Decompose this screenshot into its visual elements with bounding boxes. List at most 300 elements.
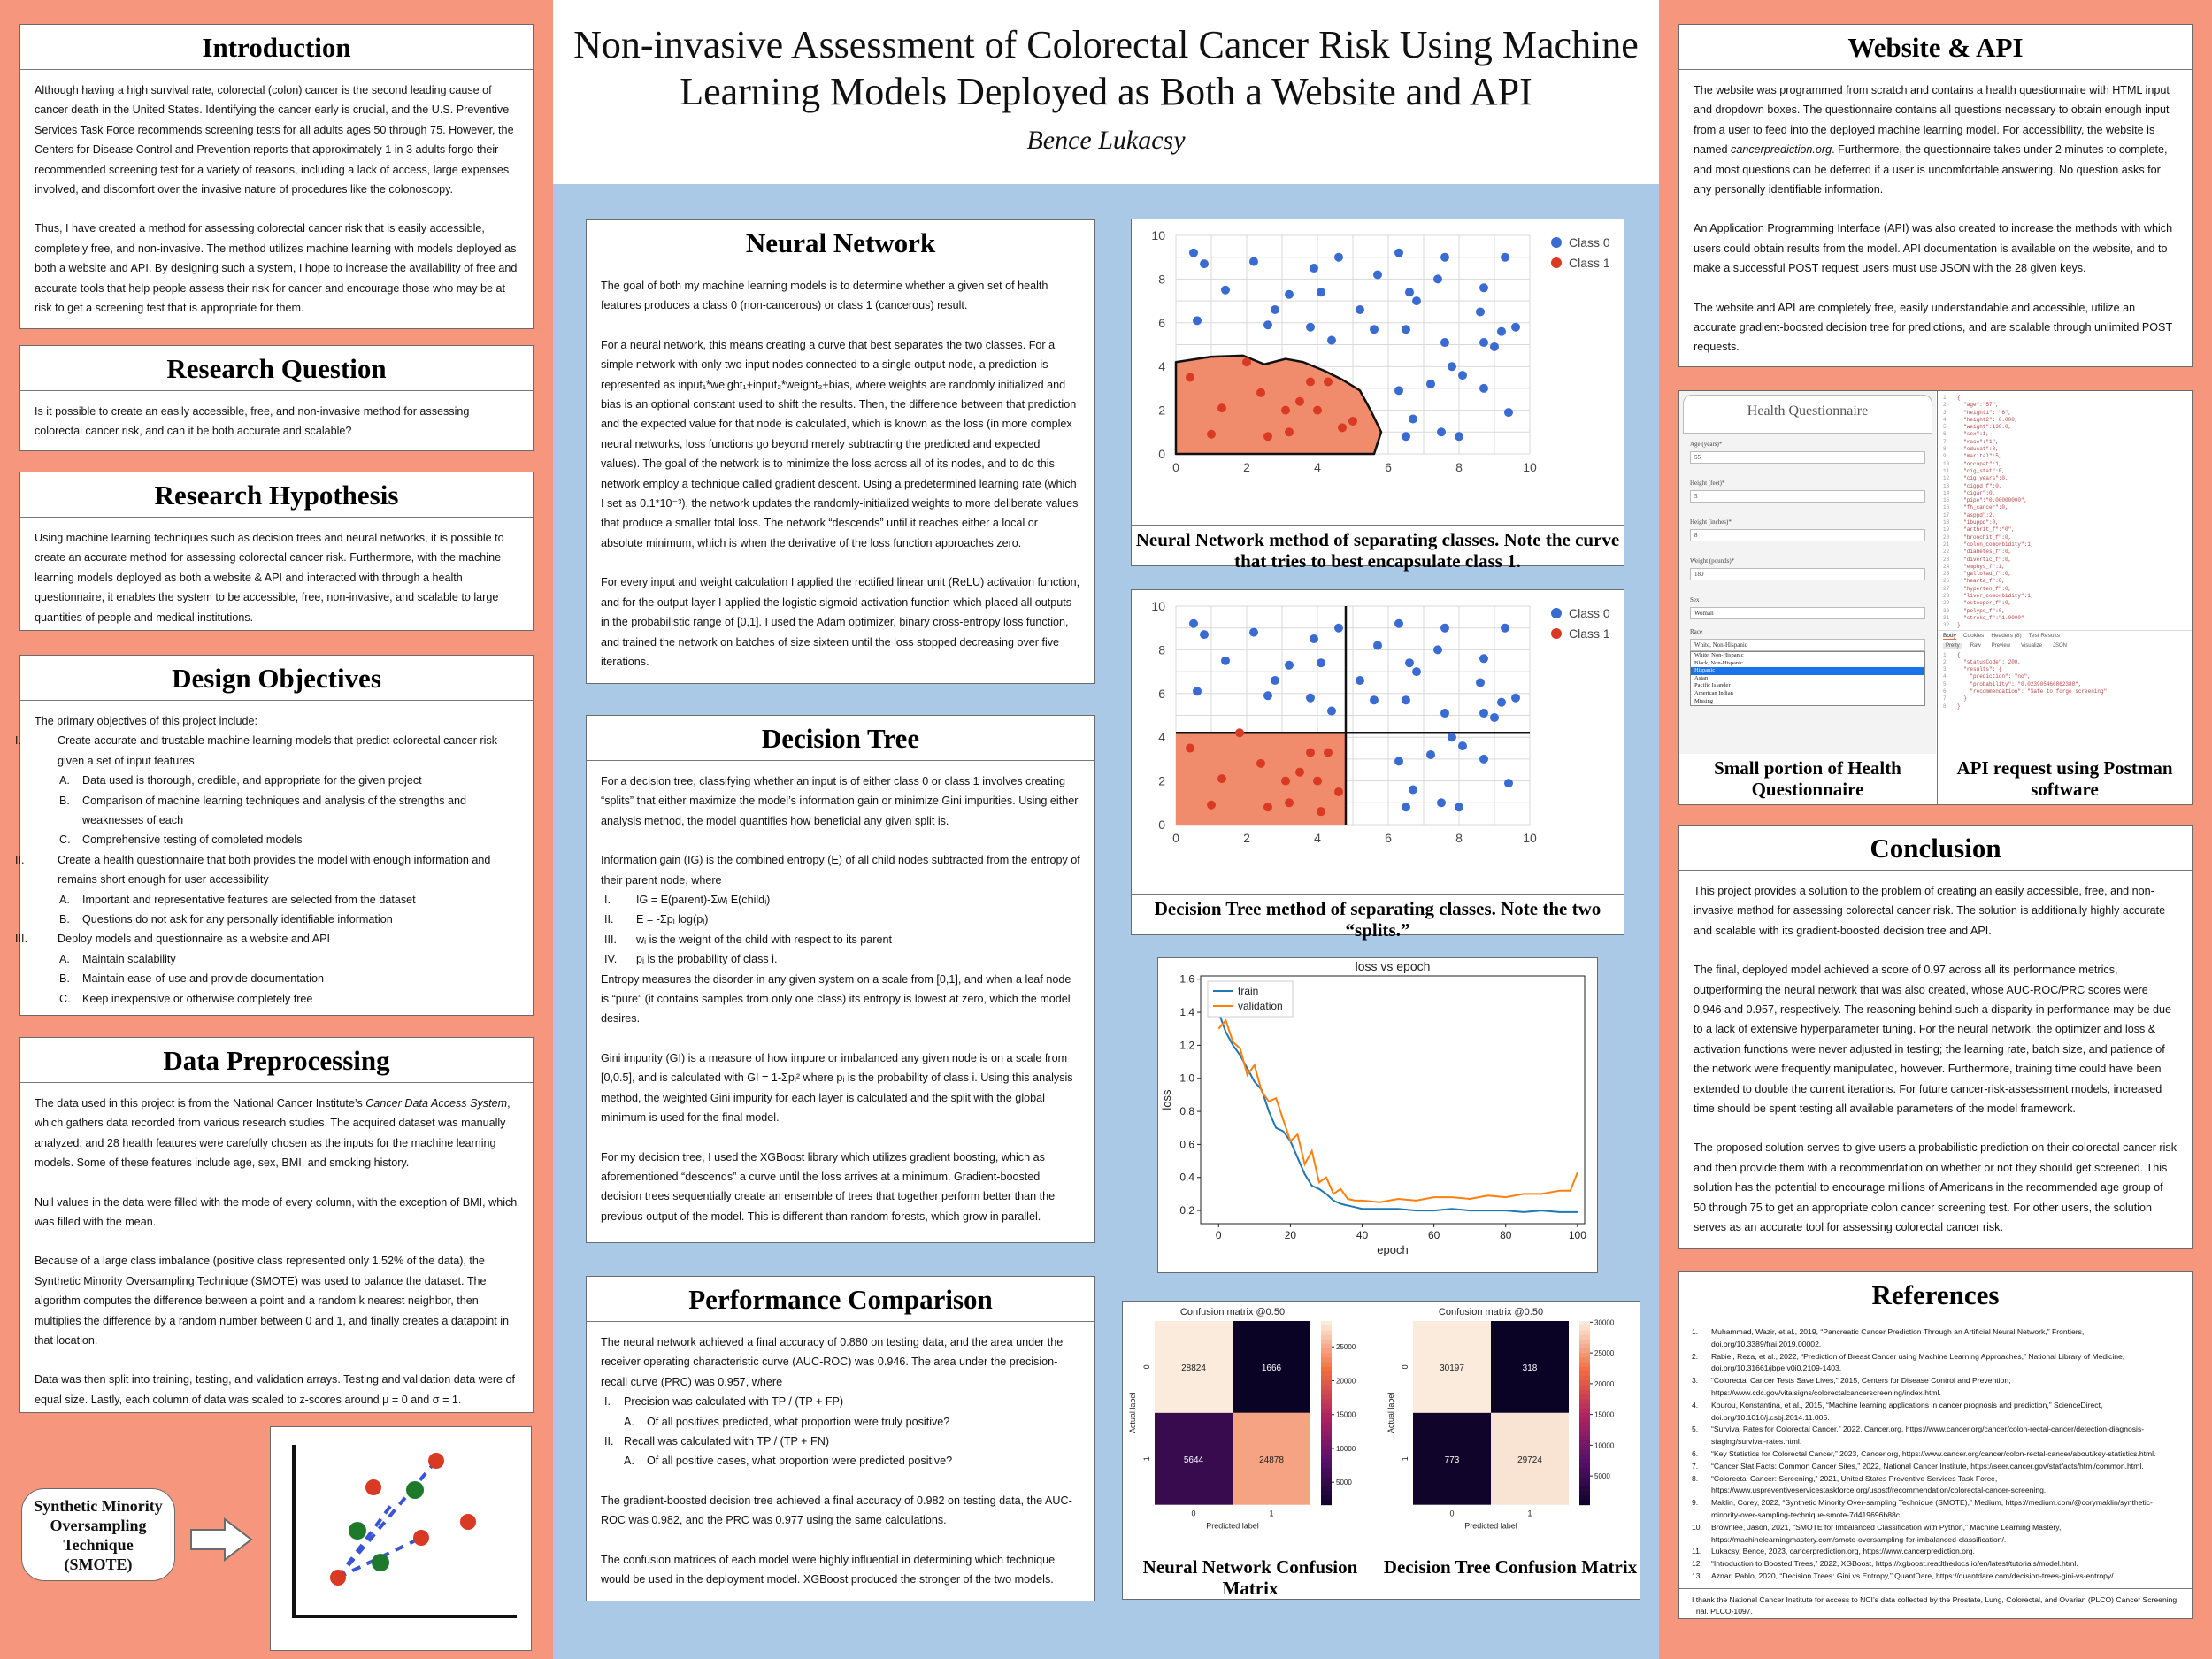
design-objective-subtext: Important and representative features are selected from the dataset	[82, 893, 416, 906]
code-text: {	[1957, 395, 1961, 401]
colorbar-segment	[1579, 1353, 1590, 1358]
reference-item	[1692, 1400, 2179, 1425]
questionnaire-field	[1690, 518, 1925, 541]
cm-value: 1666	[1261, 1363, 1282, 1373]
cm-x-tick: 0	[1191, 1509, 1196, 1518]
questionnaire-field-label: Sex	[1690, 596, 1700, 603]
colorbar-tick-label: 20000	[1594, 1379, 1615, 1388]
race-dropdown-options	[1690, 651, 1925, 706]
race-option[interactable]: Asian	[1694, 674, 1709, 681]
questionnaire-input[interactable]: 55	[1690, 451, 1925, 464]
class0-point	[1327, 336, 1336, 345]
colorbar-segment	[1579, 1358, 1590, 1363]
performance-panel	[586, 1276, 1095, 1601]
smote-diagram	[271, 1427, 533, 1652]
formula-text: E = -Σpᵢ log(pᵢ)	[636, 913, 709, 926]
line-number: 17	[1943, 511, 1950, 518]
x-tick-label: 10	[1523, 460, 1537, 474]
code-line	[1943, 600, 2186, 607]
nn-scatter-figure	[1131, 219, 1624, 572]
code-text: "arthrit_f":"0",	[1957, 526, 2015, 534]
introduction-panel	[19, 24, 534, 329]
colorbar-segment	[1321, 1409, 1332, 1414]
design-objectives-heading: Design Objectives	[20, 656, 533, 701]
smote-arrow-icon	[188, 1516, 255, 1563]
colorbar-segment	[1321, 1367, 1332, 1372]
reference-number: 13.	[1692, 1571, 1702, 1580]
class0-point	[1310, 634, 1318, 643]
colorbar-segment	[1579, 1491, 1590, 1496]
class0-point	[1402, 325, 1410, 334]
y-tick-label: 10	[1151, 228, 1165, 242]
screenshots-figure	[1678, 390, 2193, 805]
reference-number: 11.	[1692, 1547, 1702, 1556]
y-tick-label: 1.2	[1179, 1039, 1194, 1052]
formula-item	[601, 910, 1080, 929]
loss-chart-figure	[1157, 957, 1598, 1273]
design-objective-subitem	[35, 771, 518, 790]
class0-point	[1440, 338, 1449, 347]
x-tick-label: 10	[1523, 831, 1537, 845]
colorbar-segment	[1321, 1376, 1332, 1381]
code-line	[1943, 431, 2186, 438]
reference-text: “Colorectal Cancer: Screening,” 2021, United States Preventive Services Task Force, https://www.uspreventiveservicestaskforce.org/uspstf/recommendation/colorectal-cancer-screening.	[1711, 1473, 2047, 1495]
class0-point	[1490, 713, 1499, 722]
colorbar-segment	[1321, 1436, 1332, 1441]
design-objectives-panel	[15, 655, 534, 1016]
x-tick-label: 20	[1284, 1229, 1297, 1241]
acknowledgment: I thank the National Cancer Institute for access to NCI’s data collected by the Prostate, Lung, Colorectal, and Ovarian (PLCO) Cancer Screening Trial. PLCO-1097.	[1679, 1588, 2192, 1623]
reference-number: 4.	[1692, 1400, 1699, 1409]
reference-number: 12.	[1692, 1559, 1702, 1569]
colorbar-segment	[1321, 1344, 1332, 1349]
class0-point	[1317, 658, 1325, 667]
code-text: }	[1957, 703, 1961, 710]
code-line	[1943, 395, 2186, 402]
design-objective-sublist	[58, 890, 518, 930]
x-tick-label: 2	[1243, 831, 1250, 845]
line-number: 8	[1943, 703, 1947, 710]
code-line	[1943, 424, 2186, 431]
colorbar-segment	[1321, 1478, 1332, 1483]
code-text: "colon_comorbidity":1,	[1957, 541, 2034, 548]
legend-label-class1: Class 1	[1569, 256, 1610, 270]
class1-point	[1313, 777, 1322, 786]
y-tick-label: 0.4	[1179, 1171, 1194, 1184]
x-tick-label: 6	[1385, 831, 1392, 845]
reference-item	[1692, 1571, 2179, 1583]
x-tick-label: 60	[1427, 1229, 1440, 1241]
reference-item	[1692, 1558, 2179, 1571]
colorbar-segment	[1579, 1409, 1590, 1414]
code-line	[1943, 460, 2186, 468]
class0-point	[1479, 283, 1488, 292]
y-tick-label: 0.2	[1179, 1204, 1194, 1217]
colorbar-segment	[1321, 1495, 1332, 1501]
class0-point	[1285, 661, 1294, 670]
code-line	[1943, 703, 2186, 710]
postman-response-body	[1938, 650, 2192, 710]
postman-view-tab[interactable]: Visualize	[2021, 642, 2042, 649]
race-option[interactable]: Pacific Islander	[1694, 682, 1731, 689]
postman-view-tab[interactable]: Preview	[1991, 642, 2011, 649]
wa-p1-end: . Furthermore, the questionnaire takes under 2 minutes to complete, and most questions can be deferred if a user is uncomfortable answering. No question asks for any personally identifiable information.	[1694, 143, 2168, 196]
code-text: "divertic_f":0,	[1957, 556, 2012, 563]
class1-point	[1285, 798, 1294, 807]
reference-number: 1.	[1692, 1327, 1699, 1336]
colorbar-segment	[1321, 1386, 1332, 1391]
x-tick-label: 80	[1500, 1229, 1512, 1241]
class0-point	[1394, 249, 1403, 257]
dp-p1-end: , which gathers data recorded from various research studies. The acquired dataset was manually analyzed, and 28 health features were carefully chosen as the inputs for the machine learning models. Some of these features include age, sex, BMI, and smoking history.	[35, 1097, 511, 1170]
formula-item	[601, 949, 1080, 969]
class0-point	[1490, 342, 1499, 351]
postman-view-tab[interactable]: Raw	[1970, 642, 1981, 649]
class1-point	[1306, 377, 1315, 386]
reference-item	[1692, 1497, 2179, 1522]
cm-value: 318	[1522, 1363, 1538, 1373]
list-marker: A.	[624, 1415, 634, 1428]
code-text: "height2": 0.000,	[1957, 416, 2018, 423]
reference-item	[1692, 1424, 2179, 1448]
list-marker: C.	[59, 992, 71, 1005]
race-option[interactable]: Black, Non-Hispanic	[1694, 659, 1743, 666]
code-text: "liver_comorbidity":1,	[1957, 593, 2034, 600]
colorbar-segment	[1579, 1449, 1590, 1455]
colorbar-segment	[1321, 1500, 1332, 1505]
poster-title-block	[553, 0, 1659, 184]
y-tick-label: 4	[1158, 359, 1165, 374]
decision-tree-paragraph-3: Entropy measures the disorder in any given system on a scale from [0,1], and when a leaf node is “pure” (it contains samples from only one class) its entropy is lowest at zero, which the model desires.	[601, 972, 1071, 1025]
neural-network-paragraph-3: For every input and weight calculation I applied the rectified linear unit (ReLU) activation function, and for the output layer I applied the logistic sigmoid activation function which placed all outputs in the probabilistic range of [0,1]. I used the Adam optimizer, binary cross-entropy loss function, and trained the network on batches of size sixteen until the loss stopped decreasing over five iterations.	[601, 576, 1080, 668]
dt-cm-caption: Decision Tree Confusion Matrix	[1383, 1556, 1638, 1578]
cm-value: 773	[1444, 1455, 1460, 1465]
reference-number: 6.	[1692, 1448, 1699, 1458]
line-number: 9	[1943, 453, 1947, 460]
y-tick-label: 8	[1158, 272, 1165, 287]
postman-view-tab[interactable]: JSON	[2052, 642, 2067, 649]
class1-point	[1324, 377, 1333, 386]
code-line	[1943, 497, 2186, 504]
design-objective-subitem	[35, 969, 518, 988]
legend-marker-class1	[1551, 628, 1562, 639]
decision-tree-paragraph-5: For my decision tree, I used the XGBoost library which utilizes gradient boosting, which as aforementioned “descends” a curve until the loss arrives at a minimum. Gradient-boosted decision trees sequentially create an ensemble of trees that together perform better than the previous output of the model. This is different than random forests, which grow in parallel.	[601, 1150, 1056, 1223]
legend-marker-class0	[1551, 237, 1562, 248]
references-heading: References	[1679, 1272, 2192, 1317]
colorbar-segment	[1321, 1449, 1332, 1455]
postman-tab[interactable]: Cookies	[1962, 632, 1985, 639]
dt-scatter-figure	[1131, 589, 1624, 941]
class0-point	[1448, 733, 1456, 741]
class1-point	[1324, 748, 1333, 757]
list-marker: A.	[59, 893, 70, 906]
conclusion-paragraph-1: This project provides a solution to the problem of creating an easily accessible, free, and non-invasive method for assessing colorectal cancer risk. The solution is additionally highly accurate and scalable with its gradient-boosted decision tree and API.	[1694, 885, 2166, 937]
class0-point	[1455, 803, 1463, 811]
class0-point	[1497, 327, 1506, 336]
design-objective-text: Create accurate and trustable machine learning models that predict colorectal cancer risk given a set of input features	[58, 734, 498, 767]
references-panel	[1678, 1271, 2193, 1619]
colorbar-segment	[1321, 1455, 1332, 1460]
data-preprocessing-heading: Data Preprocessing	[20, 1038, 533, 1083]
code-line	[1943, 453, 2186, 460]
design-objective-subitem	[35, 791, 518, 831]
class0-point	[1412, 296, 1421, 305]
questionnaire-field	[1690, 557, 1925, 580]
formula-item	[601, 890, 1080, 910]
line-number: 18	[1943, 519, 1950, 526]
performance-heading: Performance Comparison	[587, 1277, 1094, 1322]
y-tick-label: 0.6	[1179, 1138, 1194, 1151]
formula-item	[601, 930, 1080, 949]
x-tick-label: 4	[1314, 460, 1321, 474]
code-line	[1943, 658, 2186, 666]
research-hypothesis-panel	[19, 472, 534, 631]
cm-value: 30197	[1440, 1363, 1464, 1373]
class0-point	[1221, 286, 1230, 295]
poster-author: Bence Lukacsy	[1026, 126, 1186, 155]
x-tick-label: 100	[1568, 1229, 1586, 1241]
code-line	[1943, 541, 2186, 549]
code-text: "marital":5,	[1957, 453, 2002, 460]
reference-text: Lukacsy, Bence, 2023, cancerprediction.org, https://www.cancerprediction.org.	[1711, 1547, 1975, 1556]
colorbar-segment	[1579, 1417, 1590, 1423]
postman-view-tab[interactable]: Pretty	[1943, 643, 1962, 649]
class0-point	[1310, 264, 1318, 273]
class1-point	[1256, 759, 1265, 768]
questionnaire-title: Health Questionnaire	[1683, 395, 1932, 434]
race-select[interactable]: White, Non-Hispanic	[1690, 639, 1925, 651]
class0-point	[1356, 305, 1364, 314]
data-preprocessing-paragraph-4: Data was then split into training, testing, and validation arrays. Testing and validation data were of equal size. Lastly, each column of data was scaled to z-scores around μ = 0 and σ = 1.	[35, 1373, 516, 1406]
design-objectives-list	[15, 731, 518, 1009]
class0-point	[1405, 658, 1414, 667]
class0-point	[1271, 305, 1279, 314]
code-line	[1943, 534, 2186, 541]
code-line	[1943, 438, 2186, 446]
class1-point	[1235, 728, 1244, 737]
colorbar-segment	[1579, 1394, 1590, 1400]
cm-x-tick: 1	[1269, 1509, 1274, 1518]
colorbar-segment	[1321, 1445, 1332, 1450]
performance-item	[601, 1392, 1080, 1432]
x-tick-label: 0	[1172, 831, 1179, 845]
class1-point	[1317, 807, 1325, 816]
race-option[interactable]: American Indian	[1694, 689, 1733, 696]
postman-tab[interactable]: Body	[1943, 632, 1956, 639]
line-number: 5	[1943, 680, 1947, 687]
class1-region	[1176, 356, 1381, 454]
line-number: 27	[1943, 585, 1950, 592]
code-line	[1943, 607, 2186, 615]
class0-point	[1433, 274, 1442, 283]
class0-point	[1437, 427, 1446, 436]
colorbar-tick-label: 5000	[1594, 1472, 1610, 1481]
sex-select[interactable]: Woman	[1690, 607, 1925, 619]
performance-subitem	[624, 1451, 1080, 1471]
poster-title-line-2: Learning Models Deployed as Both a Website and API	[680, 70, 1532, 113]
colorbar-segment	[1579, 1482, 1590, 1487]
class0-point	[1504, 779, 1513, 787]
class0-point	[1200, 630, 1209, 639]
introduction-paragraph-1: Although having a high survival rate, colorectal (colon) cancer is the second leading cause of cancer death in the United States. Identifying the cancer early is crucial, and the U.S. Preventive Services Task Force recommends screening tests for all adults ages 50 through 75. However, the Centers for Disease Control and Prevention reports that approximately 1 in 3 adults forgo their recommended screening test for a variety of reasons, including a lack of access, large expenses involved, and discomfort over the invasive nature of procedures like the colonoscopy.	[35, 84, 514, 196]
race-option[interactable]: Missing	[1694, 697, 1713, 704]
website-api-heading: Website & API	[1679, 25, 2192, 70]
colorbar-segment	[1321, 1394, 1332, 1400]
questionnaire-screenshot	[1679, 391, 1936, 754]
colorbar-segment	[1579, 1371, 1590, 1377]
class0-point	[1334, 253, 1343, 262]
colorbar-segment	[1321, 1459, 1332, 1464]
code-line	[1943, 651, 2186, 659]
questionnaire-field	[1690, 441, 1925, 464]
reference-item	[1692, 1326, 2179, 1351]
line-number: 6	[1943, 431, 1947, 438]
code-text: "age":"57",	[1957, 402, 1999, 409]
y-tick-label: 1.4	[1179, 1006, 1194, 1019]
code-text: "bronchit_f":0,	[1957, 534, 2012, 541]
code-text: "pipe":"0.00000000",	[1957, 497, 2028, 504]
smote-point	[365, 1479, 381, 1495]
list-marker: A.	[624, 1455, 634, 1468]
legend-marker-class1	[1551, 257, 1562, 268]
cm-x-tick: 1	[1527, 1509, 1532, 1518]
design-objective-item	[12, 731, 518, 849]
code-line	[1943, 526, 2186, 534]
decision-tree-paragraph-1: For a decision tree, classifying whether an input is of either class 0 or class 1 involves creating “splits” that either maximize the model’s information gain or minimize Gini impurities. Using either analysis method, the model quantifies how beneficial any given split is.	[601, 775, 1079, 827]
list-marker: II.	[604, 1435, 614, 1448]
line-number: 26	[1943, 578, 1950, 585]
code-line	[1943, 475, 2186, 482]
class1-point	[1338, 423, 1347, 432]
y-tick-label: 0	[1158, 818, 1165, 832]
class0-point	[1327, 707, 1336, 716]
smote-synthetic-point	[372, 1554, 389, 1571]
list-marker: A.	[59, 774, 70, 787]
class0-point	[1479, 384, 1488, 393]
confusion-matrices-figure	[1122, 1301, 1640, 1600]
postman-tab[interactable]: Headers (8)	[1991, 632, 2022, 639]
code-text: "fh_cancer":0,	[1957, 504, 2008, 511]
wa-p1-site: cancerprediction.org	[1731, 143, 1832, 157]
reference-text: Maklin, Corey, 2022, “Synthetic Minority Over-sampling Technique (SMOTE),” Medium, https://medium.com/@corymaklin/synthetic-minority-over-sampling-technique-smote-7d419696b88c.	[1711, 1498, 2153, 1519]
cm-y-tick: 1	[1401, 1456, 1409, 1462]
questionnaire-input[interactable]: 8	[1690, 529, 1925, 541]
website-api-paragraph-2: An Application Programming Interface (API) was also created to increase the methods with which users could obtain results from the model. API documentation is available on the website, and to make a successful POST request users must use JSON with the 28 given keys.	[1694, 222, 2173, 275]
questionnaire-input[interactable]: 180	[1690, 568, 1925, 580]
class0-point	[1479, 755, 1488, 764]
code-line	[1943, 680, 2186, 688]
race-option[interactable]: White, Non-Hispanic	[1694, 652, 1744, 658]
class0-point	[1271, 676, 1279, 685]
colorbar-segment	[1579, 1390, 1590, 1395]
y-tick-label: 2	[1158, 403, 1165, 418]
poster-title	[553, 21, 1659, 115]
code-line	[1943, 409, 2186, 417]
code-line	[1943, 571, 2186, 578]
list-marker: B.	[59, 972, 70, 986]
colorbar-segment	[1579, 1472, 1590, 1478]
line-number: 30	[1943, 607, 1950, 614]
class1-point	[1217, 403, 1226, 412]
reference-number: 9.	[1692, 1498, 1699, 1508]
class0-point	[1405, 288, 1414, 296]
class1-point	[1295, 397, 1304, 406]
code-line	[1943, 578, 2186, 585]
class0-point	[1373, 641, 1382, 649]
class0-point	[1200, 259, 1209, 268]
colorbar-segment	[1321, 1358, 1332, 1363]
formula-text: pᵢ is the probability of class i.	[636, 953, 778, 966]
class1-point	[1186, 373, 1194, 382]
code-text: "prediction": "no",	[1957, 673, 2031, 680]
line-number: 6	[1943, 687, 1947, 695]
data-preprocessing-paragraph-1	[35, 1094, 518, 1173]
reference-text: Rabiei, Reza, et al., 2022, “Prediction of Breast Cancer using Machine Learning Approaches,” National Library of Medicine, doi.org/10.31661/jbpe.v0i0.2109-1403.	[1711, 1351, 2125, 1373]
class1-point	[1263, 803, 1272, 811]
class0-point	[1479, 709, 1488, 718]
cm-value: 28824	[1181, 1363, 1206, 1373]
colorbar-segment	[1579, 1468, 1590, 1473]
decision-tree-heading: Decision Tree	[587, 716, 1094, 761]
class1-point	[1256, 388, 1265, 397]
class0-point	[1394, 757, 1403, 765]
class0-point	[1306, 694, 1315, 703]
class1-point	[1334, 787, 1343, 796]
questionnaire-input[interactable]: 5	[1690, 490, 1925, 503]
class0-point	[1412, 667, 1421, 676]
code-line	[1943, 614, 2186, 622]
line-number: 23	[1943, 556, 1950, 563]
code-text: "recommendation": "Safe to forgo screening"	[1957, 687, 2108, 695]
colorbar-segment	[1579, 1399, 1590, 1404]
design-objectives-intro: The primary objectives of this project include:	[35, 715, 257, 727]
cm-value: 24878	[1259, 1455, 1284, 1465]
introduction-paragraph-2: Thus, I have created a method for assessing colorectal cancer risk that is easily accessible, completely free, and non-invasive. The method utilizes machine learning with models deployed as both a website and API. By designing such a system, I hope to increase the availability of free and accurate tools that help people assess their risk for cancer and encourage those who may be at risk to get a screening test that is appropriate for them.	[35, 222, 518, 315]
colorbar-segment	[1579, 1363, 1590, 1368]
code-line	[1943, 673, 2186, 680]
performance-item	[601, 1432, 1080, 1471]
design-objective-item	[12, 929, 518, 1009]
design-objective-sublist	[58, 949, 518, 1009]
line-number: 32	[1943, 622, 1950, 629]
website-api-paragraph-3: The website and API are completely free, easily understandable and accessible, utilize an accurate gradient-boosted decision tree for predictions, and are scalable through unlimited POST requests.	[1694, 301, 2172, 354]
colorbar-segment	[1579, 1432, 1590, 1437]
code-text: "polyps_f":0,	[1957, 607, 2006, 614]
data-preprocessing-paragraph-3: Because of a large class imbalance (positive class represented only 1.52% of the data), the Synthetic Minority Oversampling Technique (SMOTE) was used to balance the dataset. The algorithm computes the difference between a point and a random k nearest neighbor, then multiplies the difference by a random number between 0 and 1, and finally creates a datapoint in that location.	[35, 1255, 510, 1348]
conclusion-paragraph-3: The proposed solution serves to give users a probabilistic prediction on their colorectal cancer risk and then provide them with a recommendation on whether or not they should get screened. This solution has the potential to encourage millions of Americans in the recommended age group of 50 through 75 to get an appropriate colon cancer screening test. For other users, the solution serves as an accurate tool for assessing colorectal cancer risk.	[1694, 1141, 2177, 1234]
code-line	[1943, 504, 2186, 511]
list-marker: III.	[604, 933, 617, 946]
code-line	[1943, 695, 2186, 703]
legend-marker-class0	[1551, 608, 1562, 618]
postman-tab[interactable]: Test Results	[2028, 632, 2061, 639]
x-tick-label: 6	[1385, 460, 1392, 474]
reference-number: 2.	[1692, 1351, 1699, 1361]
race-option[interactable]: Hispanic	[1691, 667, 1924, 675]
code-text: "sex":1,	[1957, 431, 1990, 438]
colorbar-segment	[1321, 1321, 1332, 1326]
class0-point	[1501, 624, 1509, 633]
class0-point	[1426, 750, 1435, 759]
design-objective-subtext: Comparison of machine learning techniques and analysis of the strengths and weaknesses of each	[82, 794, 467, 827]
poster-title-line-1: Non-invasive Assessment of Colorectal Cancer Risk Using Machine	[573, 23, 1639, 66]
line-number: 2	[1943, 402, 1947, 409]
code-text: "probability": "0.023905466862388",	[1957, 680, 2082, 687]
cm-x-label: Predicted label	[1464, 1521, 1517, 1531]
cm-title: Confusion matrix @0.50	[1179, 1307, 1286, 1317]
y-tick-label: 4	[1158, 730, 1165, 745]
colorbar-segment	[1321, 1486, 1332, 1492]
